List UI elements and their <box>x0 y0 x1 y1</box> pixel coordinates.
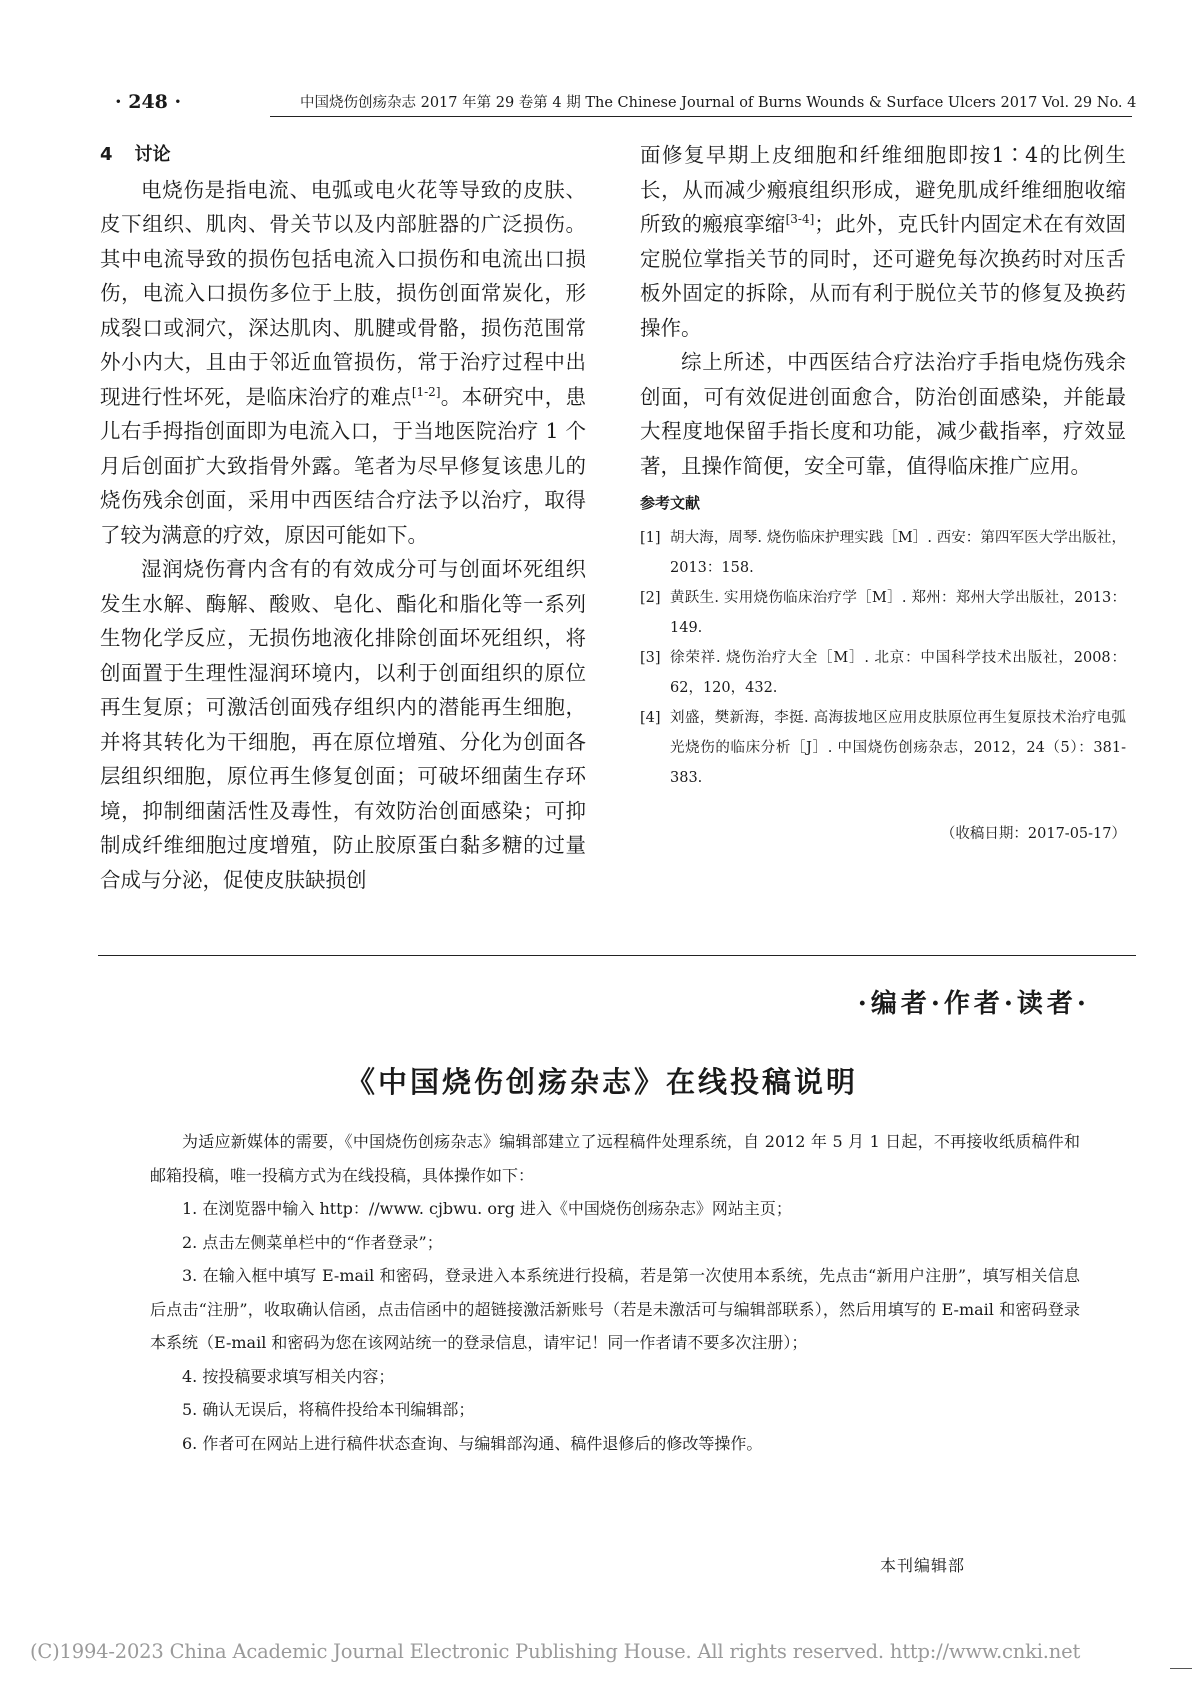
section-heading <box>100 138 586 173</box>
right-column <box>640 138 1126 849</box>
left-column <box>100 138 586 897</box>
received-date: （收稿日期：2017-05-17） <box>940 826 1126 842</box>
paragraph: 湿润烧伤膏内含有的有效成分可与创面坏死组织发生水解、酶解、酸败、皂化、酯化和脂化等一系列生物化学反应，无损伤地液化排除创面坏死组织，将创面置于生理性湿润环境内，以利于创面组织的原位再生复原；可激活创面残存组织内的潜能再生细胞，并将其转化为干细胞，再在原位增殖、分化为创面各层组织细胞，原位再生修复创面；可破坏细菌生存环境，抑制细菌活性及毒性，有效防治创面感染；可抑制成纤维细胞过度增殖，防止胶原蛋白黏多糖的过量合成与分泌，促使皮肤缺损创 <box>100 557 586 892</box>
notice-step: 6. 作者可在网站上进行稿件状态查询、与编辑部沟通、稿件退修后的修改等操作。 <box>182 1433 763 1453</box>
section-number: 4 <box>100 144 113 165</box>
notice-title: 《中国烧伤创疡杂志》在线投稿说明 <box>345 1065 858 1099</box>
reference-item: [2] 黄跃生. 实用烧伤临床治疗学［M］. 郑州：郑州大学出版社，2013：149. <box>640 590 1126 636</box>
notice-step: 5. 确认无误后，将稿件投给本刊编辑部； <box>182 1400 475 1419</box>
notice-body <box>150 1125 1080 1460</box>
copyright-footer: (C)1994-2023 China Academic Journal Electronic Publishing House. All rights reserved. http://www.cnki.net <box>30 1640 1081 1663</box>
reference-item: [4] 刘盛，樊新海，李挺. 高海拔地区应用皮肤原位再生复原技术治疗电弧光烧伤的临床分析［J］. 中国烧伤创疡杂志，2012，24（5）：381-383. <box>640 710 1126 786</box>
notice-step: 1. 在浏览器中输入 http：//www. cjbwu. org 进入《中国烧伤创疡杂志》网站主页； <box>182 1199 792 1218</box>
page-number: · 248 · <box>115 91 182 113</box>
section-divider <box>98 955 1136 956</box>
paragraph: 电烧伤是指电流、电弧或电火花等导致的皮肤、皮下组织、肌肉、骨关节以及内部脏器的广泛损伤。其中电流导致的损伤包括电流入口损伤和电流出口损伤，电流入口损伤多位于上肢，损伤创面常炭化，形成裂口或洞穴，深达肌肉、肌腱或骨骼，损伤范围常外小内大，且由于邻近血管损伤，常于治疗过程中出现进行性坏死，是临床治疗的难点[1-2]。本研究中，患儿右手拇指创面即为电流入口，于当地医院治疗 1 个月后创面扩大致指骨外露。笔者为尽早修复该患儿的烧伤残余创面，采用中西医结合疗法予以治疗，取得了较为满意的疗效，原因可能如下。 <box>100 177 587 547</box>
reference-item: [3] 徐荣祥. 烧伤治疗大全［M］. 北京：中国科学技术出版社，2008：62，120，432. <box>640 650 1126 696</box>
header-rule <box>270 116 1132 117</box>
references-title: 参考文献 <box>640 494 701 512</box>
reference-list <box>640 523 1126 793</box>
reference-item: [1] 胡大海，周琴. 烧伤临床护理实践［M］. 西安：第四军医大学出版社，2013：158. <box>640 530 1126 576</box>
citation: [3-4] <box>785 212 815 227</box>
section-title: 讨论 <box>134 144 171 165</box>
corner-mark <box>1170 1668 1192 1669</box>
signature: 本刊编辑部 <box>880 1556 966 1575</box>
notice-step: 3. 在输入框中填写 E-mail 和密码，登录进入本系统进行投稿，若是第一次使用本系统，先点击“新用户注册”，填写相关信息后点击“注册”，收取确认信函，点击信函中的超链接激活新账号（若是未激活可与编辑部联系），然后用填写的 E-mail 和密码登录本系统（E-mail 和密码为您在该网站统一的登录信息，请牢记！同一作者请不要多次注册）； <box>150 1266 1080 1352</box>
paragraph: 面修复早期上皮细胞和纤维细胞即按1∶4的比例生长，从而减少瘢痕组织形成，避免肌成纤维细胞收缩所致的瘢痕挛缩[3-4]；此外，克氏针内固定术在有效固定脱位掌指关节的同时，还可避免每次换药时对压舌板外固定的拆除，从而有利于脱位关节的修复及换药操作。 <box>640 143 1127 340</box>
column-label: ·编者·作者·读者· <box>857 989 1090 1019</box>
notice-intro: 为适应新媒体的需要，《中国烧伤创疡杂志》编辑部建立了远程稿件处理系统，自 2012 年 5 月 1 日起，不再接收纸质稿件和邮箱投稿，唯一投稿方式为在线投稿，具体操作如下： <box>150 1132 1080 1185</box>
notice-step: 4. 按投稿要求填写相关内容； <box>182 1366 395 1386</box>
notice-step: 2. 点击左侧菜单栏中的“作者登录”； <box>182 1232 443 1252</box>
paragraph: 综上所述，中西医结合疗法治疗手指电烧伤残余创面，可有效促进创面愈合，防治创面感染，并能最大程度地保留手指长度和功能，减少截指率，疗效显著，且操作简便，安全可靠，值得临床推广应用。 <box>640 350 1126 478</box>
citation: [1-2] <box>411 384 441 399</box>
running-header: 中国烧伤创疡杂志 2017 年第 29 卷第 4 期 The Chinese Journal of Burns Wounds & Surface Ulcers 2017 Vol. 29 No. 4 <box>300 95 1137 111</box>
